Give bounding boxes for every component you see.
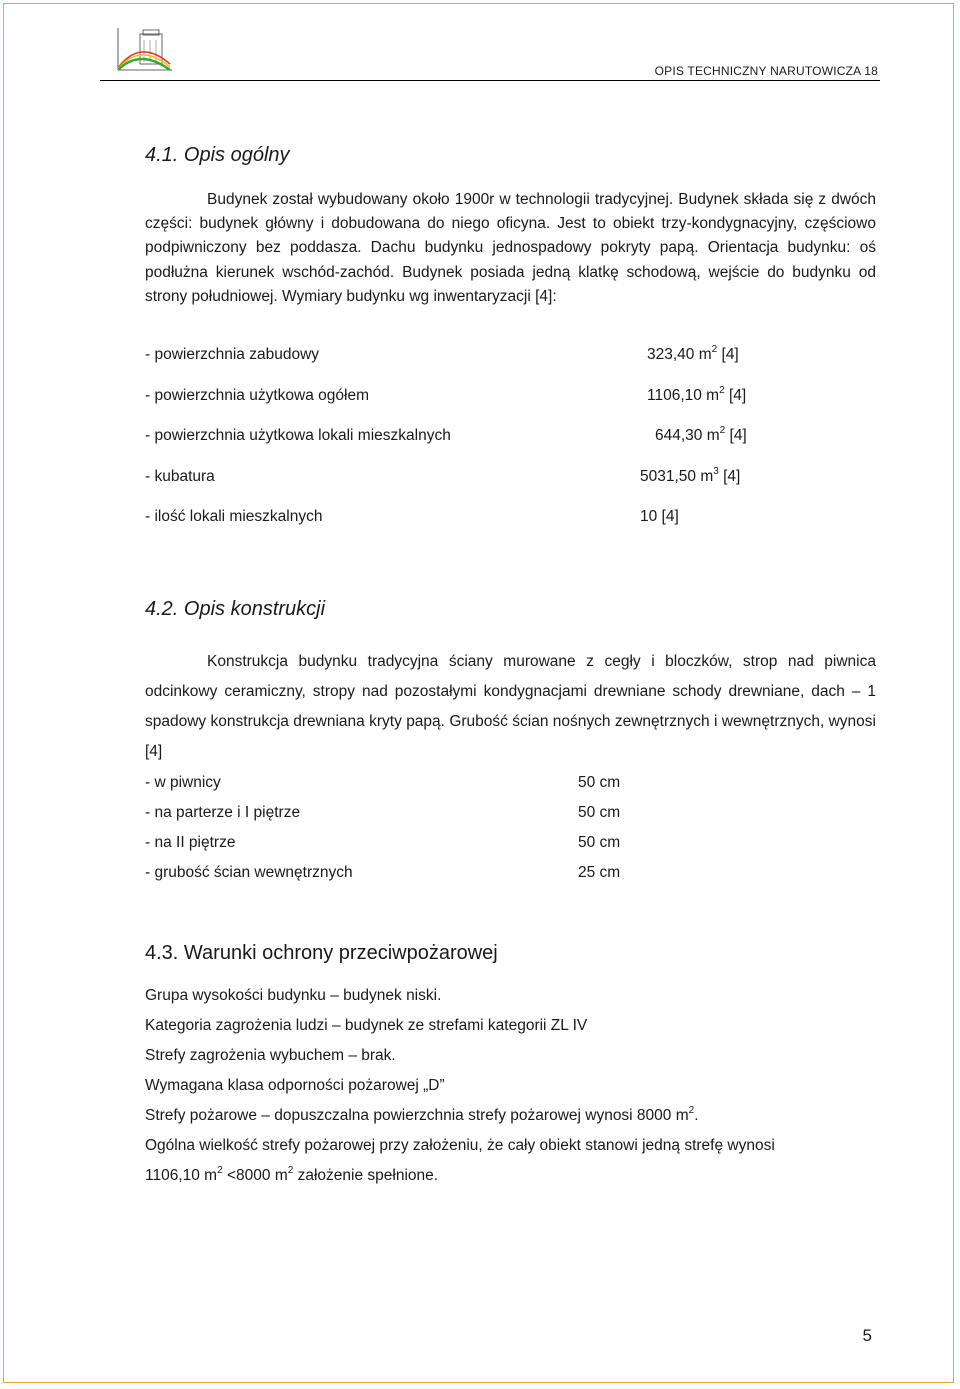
page-number: 5 [862,1326,872,1345]
list-item-label: - powierzchnia użytkowa ogółem [145,387,369,404]
fire-info-line: Wymagana klasa odporności pożarowej „D” [145,1077,445,1094]
document-header-title: OPIS TECHNICZNY NARUTOWICZA 18 [654,64,878,78]
list-item-value: 50 cm [578,804,621,821]
list-item-value: 50 cm [578,834,621,851]
list-item-value: 644,30 $m^2$ [4] [655,425,747,444]
fire-info-line: Strefy zagrożenia wybuchem – brak. [145,1047,396,1064]
list-item-value: 1106,10 $m^2$ [4] [647,385,747,404]
list-item-value: 323,40 $m^2$ [4] [647,344,739,363]
list-item-label: - powierzchnia użytkowa lokali mieszkalnych [145,427,451,444]
fire-info-line: Grupa wysokości budynku – budynek niski. [145,987,442,1004]
list-item-label: - grubość ścian wewnętrznych [145,864,353,881]
list-item-label: - w piwnicy [145,774,221,791]
section-heading-fire-protection: 4.3. Warunki ochrony przeciwpożarowej [145,942,498,964]
list-item-value: 5031,50 $m^3$ [4] [640,466,741,485]
section-heading-construction: 4.2. Opis konstrukcji [145,598,326,620]
company-logo-icon [110,24,174,72]
list-item-label: - ilość lokali mieszkalnych [145,508,323,525]
header-divider [100,80,880,81]
construction-description-paragraph: Konstrukcja budynku tradycyjna ściany murowane z cegły i bloczków, strop nad piwnica odcinkowy ceramiczny, stropy nad pozostałymi kondygnacjami drewniane schody drewniane, dach – 1 spadowy konstrukcja drewniana kryty papą. Grubość ścian nośnych zewnętrznych i wewnętrznych, wynosi [4] [145,653,876,760]
list-item-value: 50 cm [578,774,621,791]
fire-zone-line: Strefy pożarowe – dopuszczalna powierzchnia strefy pożarowej wynosi 8000 $m^2$. [145,1105,699,1124]
general-description-paragraph: Budynek został wybudowany około 1900r w technologii tradycyjnej. Budynek składa się z dwóch części: budynek główny i dobudowana do niego oficyna. Jest to obiekt trzy-kondygnacyjny, częściowo podpiwniczony bez poddasza. Dachu budynku jednospadowy pokryty papą. Orientacja budynku: oś podłużna kierunek wschód-zachód. Budynek posiada jedną klatkę schodową, wejście do budynku od strony południowej. Wymiary budynku wg inwentaryzacji [4]: [145,191,876,305]
general-fire-zone-conclusion: 1106,10 $m^2 <8000$ $m^2$ założenie spełnione. [145,1165,439,1184]
list-item-label: - powierzchnia zabudowy [145,346,320,363]
list-item-label: - na parterze i I piętrze [145,804,301,821]
list-item-label: - na II piętrze [145,834,236,851]
fire-info-line: Kategoria zagrożenia ludzi – budynek ze strefami kategorii ZL IV [145,1017,588,1034]
section-heading-general: 4.1. Opis ogólny [145,144,290,166]
list-item-label: - kubatura [145,468,215,485]
list-item-value: 10 [4] [640,508,679,525]
list-item-value: 25 cm [578,864,621,881]
general-fire-zone-line: Ogólna wielkość strefy pożarowej przy założeniu, że cały obiekt stanowi jedną strefę wynosi [145,1137,775,1154]
